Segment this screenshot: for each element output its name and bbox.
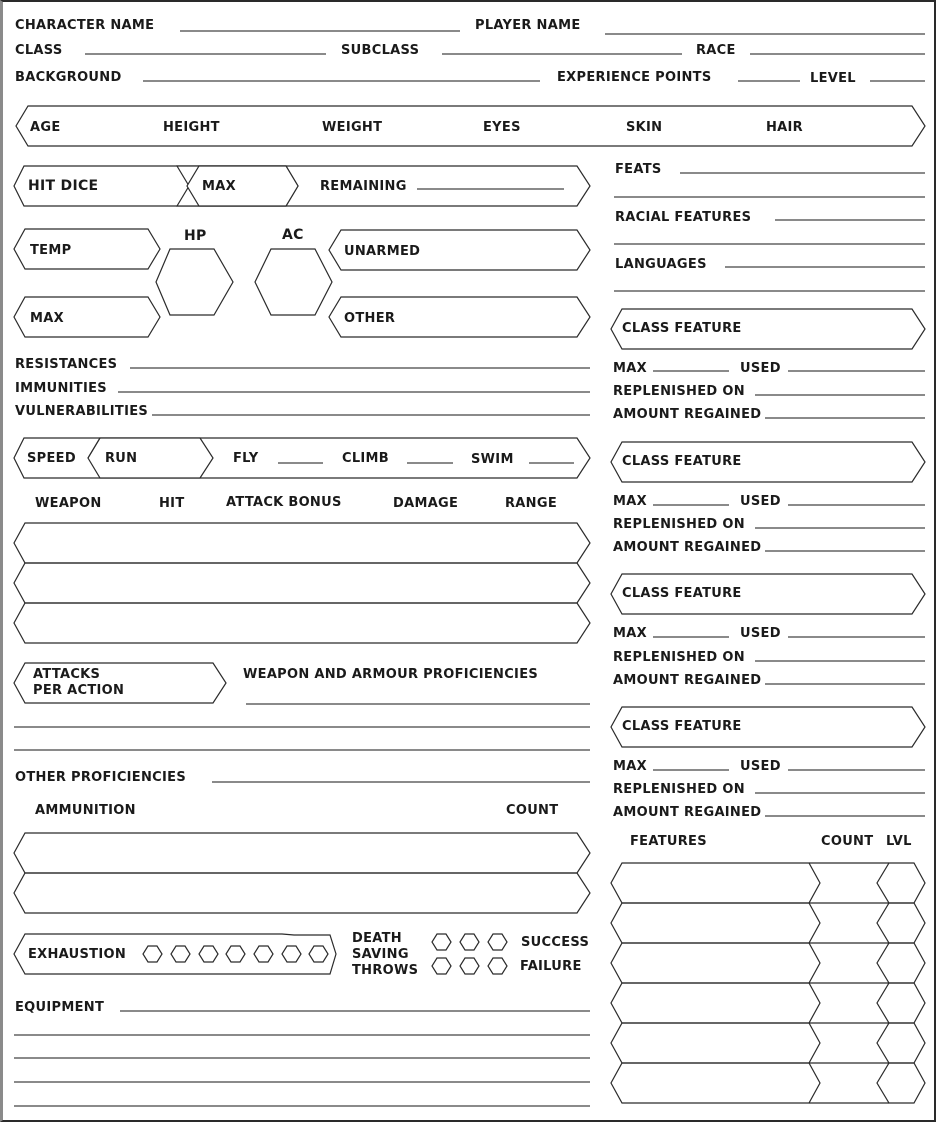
feature-row-6-count[interactable]: [820, 1063, 877, 1103]
death-save-success-1[interactable]: [432, 934, 451, 950]
death-save-failure-3[interactable]: [488, 958, 507, 974]
feature-row-4-count[interactable]: [820, 983, 877, 1023]
vulnerabilities-field[interactable]: [152, 399, 590, 415]
class-feature-3-replenished-field[interactable]: [755, 645, 925, 661]
class-feature-2-replenished-label: REPLENISHED ON: [613, 517, 745, 532]
proficiencies-field-2[interactable]: [14, 711, 590, 727]
class-feature-3-max-label: MAX: [613, 626, 647, 641]
feature-row-4-lvl[interactable]: [877, 983, 925, 1023]
exhaustion-pip-3[interactable]: [199, 946, 218, 962]
racial-features-field-1[interactable]: [775, 204, 925, 220]
feature-row-5-lvl[interactable]: [877, 1023, 925, 1063]
feats-label: FEATS: [615, 162, 662, 177]
death-saves-label-1: DEATH: [352, 931, 402, 946]
resistances-label: RESISTANCES: [15, 357, 118, 372]
skin-label: SKIN: [626, 120, 663, 135]
hp-field[interactable]: [156, 249, 233, 315]
exhaustion-pip-5[interactable]: [254, 946, 273, 962]
class-feature-4-used-label: USED: [740, 759, 781, 774]
immunities-field[interactable]: [118, 376, 590, 392]
run-label: RUN: [105, 451, 138, 466]
subclass-label: SUBCLASS: [341, 43, 420, 58]
attacks-label-line2: PER ACTION: [33, 683, 125, 698]
damage-col-header: DAMAGE: [393, 496, 459, 511]
feats-field-1[interactable]: [680, 157, 925, 173]
weapon-armour-proficiencies-label: WEAPON AND ARMOUR PROFICIENCIES: [243, 667, 539, 682]
class-feature-4-regained-field[interactable]: [765, 800, 925, 816]
class-feature-1-used-field[interactable]: [788, 355, 925, 371]
languages-field-1[interactable]: [725, 251, 925, 267]
features-count-col-header: COUNT: [821, 834, 874, 849]
class-feature-4-max-field[interactable]: [653, 754, 729, 770]
feature-row-6-lvl[interactable]: [877, 1063, 925, 1103]
hit-col-header: HIT: [159, 496, 185, 511]
exhaustion-label: EXHAUSTION: [28, 947, 126, 962]
max-hp-label: MAX: [30, 311, 64, 326]
experience-points-label: EXPERIENCE POINTS: [557, 70, 712, 85]
hit-dice-label: HIT DICE: [28, 178, 99, 194]
class-feature-1-replenished-field[interactable]: [755, 379, 925, 395]
hit-dice-remaining-label: REMAINING: [320, 179, 407, 194]
class-feature-1-title: CLASS FEATURE: [622, 321, 742, 336]
equipment-field-5[interactable]: [14, 1090, 590, 1106]
class-feature-3-used-label: USED: [740, 626, 781, 641]
fly-field[interactable]: [278, 447, 323, 463]
weapon-row-3[interactable]: [14, 603, 590, 643]
equipment-field-4[interactable]: [14, 1066, 590, 1082]
class-label: CLASS: [15, 43, 63, 58]
feature-row-2-count[interactable]: [820, 903, 877, 943]
height-label: HEIGHT: [163, 120, 220, 135]
other-proficiencies-label: OTHER PROFICIENCIES: [15, 770, 186, 785]
class-feature-2-regained-label: AMOUNT REGAINED: [613, 540, 762, 555]
unarmed-label: UNARMED: [344, 244, 421, 259]
feature-row-3-lvl[interactable]: [877, 943, 925, 983]
class-feature-4-used-field[interactable]: [788, 754, 925, 770]
death-save-success-2[interactable]: [460, 934, 479, 950]
exhaustion-pip-6[interactable]: [282, 946, 301, 962]
hit-dice-max-label: MAX: [202, 179, 236, 194]
character-name-field[interactable]: [180, 16, 460, 32]
feature-row-4-name[interactable]: [611, 983, 820, 1023]
class-feature-2-used-label: USED: [740, 494, 781, 509]
class-feature-4-replenished-field[interactable]: [755, 777, 925, 793]
class-feature-2-regained-field[interactable]: [765, 535, 925, 551]
equipment-field-1[interactable]: [120, 995, 590, 1011]
temp-label: TEMP: [30, 243, 72, 258]
background-field[interactable]: [143, 65, 540, 81]
character-name-label: CHARACTER NAME: [15, 18, 155, 33]
class-feature-1-max-field[interactable]: [653, 355, 729, 371]
weight-label: WEIGHT: [322, 120, 383, 135]
class-feature-4-replenished-label: REPLENISHED ON: [613, 782, 745, 797]
feature-row-2-name[interactable]: [611, 903, 820, 943]
class-feature-1-used-label: USED: [740, 361, 781, 376]
swim-label: SWIM: [471, 452, 514, 467]
experience-points-field[interactable]: [738, 65, 800, 81]
proficiencies-field-3[interactable]: [14, 734, 590, 750]
feature-row-3-count[interactable]: [820, 943, 877, 983]
attack-bonus-col-header: ATTACK BONUS: [226, 495, 342, 510]
hair-label: HAIR: [766, 120, 803, 135]
ammunition-header: AMMUNITION: [35, 803, 136, 818]
vulnerabilities-label: VULNERABILITIES: [15, 404, 149, 419]
climb-field[interactable]: [407, 447, 453, 463]
class-feature-3-regained-field[interactable]: [765, 668, 925, 684]
class-feature-3-regained-label: AMOUNT REGAINED: [613, 673, 762, 688]
race-field[interactable]: [750, 38, 925, 54]
climb-label: CLIMB: [342, 451, 390, 466]
ammunition-row-1[interactable]: [14, 833, 590, 873]
immunities-label: IMMUNITIES: [15, 381, 107, 396]
hit-dice-remaining-field[interactable]: [417, 173, 564, 189]
feature-row-5-count[interactable]: [820, 1023, 877, 1063]
class-feature-4-regained-label: AMOUNT REGAINED: [613, 805, 762, 820]
class-feature-1-regained-field[interactable]: [765, 402, 925, 418]
ammunition-count-header: COUNT: [506, 803, 559, 818]
class-feature-3-replenished-label: REPLENISHED ON: [613, 650, 745, 665]
race-label: RACE: [696, 43, 736, 58]
class-feature-2-replenished-field[interactable]: [755, 512, 925, 528]
features-col-header: FEATURES: [630, 834, 707, 849]
proficiencies-field-1[interactable]: [246, 688, 590, 704]
feature-row-6-name[interactable]: [611, 1063, 820, 1103]
weapon-row-1[interactable]: [14, 523, 590, 563]
swim-field[interactable]: [529, 447, 574, 463]
equipment-field-2[interactable]: [14, 1019, 590, 1035]
speed-label: SPEED: [27, 451, 76, 466]
subclass-field[interactable]: [442, 38, 682, 54]
ac-field[interactable]: [255, 249, 332, 315]
death-save-failure-2[interactable]: [460, 958, 479, 974]
weapon-col-header: WEAPON: [35, 496, 102, 511]
exhaustion-pip-1[interactable]: [143, 946, 162, 962]
class-field[interactable]: [85, 38, 326, 54]
level-label: LEVEL: [810, 71, 856, 86]
class-feature-2-used-field[interactable]: [788, 489, 925, 505]
racial-features-label: RACIAL FEATURES: [615, 210, 752, 225]
resistances-field[interactable]: [130, 352, 590, 368]
class-feature-4-title: CLASS FEATURE: [622, 719, 742, 734]
ac-label: AC: [282, 227, 304, 243]
features-lvl-col-header: LVL: [886, 834, 912, 849]
hp-label: HP: [184, 228, 207, 244]
ammunition-row-2[interactable]: [14, 873, 590, 913]
feature-row-2-lvl[interactable]: [877, 903, 925, 943]
class-feature-4-max-label: MAX: [613, 759, 647, 774]
languages-label: LANGUAGES: [615, 257, 707, 272]
background-label: BACKGROUND: [15, 70, 122, 85]
death-saves-label-3: THROWS: [352, 963, 419, 978]
weapon-row-2[interactable]: [14, 563, 590, 603]
equipment-field-3[interactable]: [14, 1042, 590, 1058]
age-label: AGE: [30, 120, 61, 135]
class-feature-1-replenished-label: REPLENISHED ON: [613, 384, 745, 399]
range-col-header: RANGE: [505, 496, 558, 511]
feature-row-5-name[interactable]: [611, 1023, 820, 1063]
feature-row-1-name[interactable]: [611, 863, 820, 903]
class-feature-1-regained-label: AMOUNT REGAINED: [613, 407, 762, 422]
class-feature-3-title: CLASS FEATURE: [622, 586, 742, 601]
fly-label: FLY: [233, 451, 259, 466]
exhaustion-pip-7[interactable]: [309, 946, 328, 962]
exhaustion-pip-2[interactable]: [171, 946, 190, 962]
attacks-label-line1: ATTACKS: [33, 667, 101, 682]
death-save-failure-1[interactable]: [432, 958, 451, 974]
class-feature-3-max-field[interactable]: [653, 621, 729, 637]
death-save-success-3[interactable]: [488, 934, 507, 950]
class-feature-2-title: CLASS FEATURE: [622, 454, 742, 469]
eyes-label: EYES: [483, 120, 521, 135]
level-field[interactable]: [870, 65, 925, 81]
exhaustion-pip-4[interactable]: [226, 946, 245, 962]
death-saves-label-2: SAVING: [352, 947, 409, 962]
other-label: OTHER: [344, 311, 396, 326]
feature-row-1-lvl[interactable]: [877, 863, 925, 903]
class-feature-2-max-field[interactable]: [653, 489, 729, 505]
class-feature-2-max-label: MAX: [613, 494, 647, 509]
player-name-field[interactable]: [605, 18, 925, 34]
success-label: SUCCESS: [521, 935, 590, 950]
class-feature-3-used-field[interactable]: [788, 621, 925, 637]
player-name-label: PLAYER NAME: [475, 18, 581, 33]
other-proficiencies-field[interactable]: [212, 766, 590, 782]
equipment-label: EQUIPMENT: [15, 1000, 105, 1015]
languages-field-2[interactable]: [614, 275, 925, 291]
class-feature-1-max-label: MAX: [613, 361, 647, 376]
racial-features-field-2[interactable]: [614, 228, 925, 244]
feature-row-1-count[interactable]: [820, 863, 877, 903]
feats-field-2[interactable]: [614, 181, 925, 197]
feature-row-3-name[interactable]: [611, 943, 820, 983]
failure-label: FAILURE: [520, 959, 582, 974]
